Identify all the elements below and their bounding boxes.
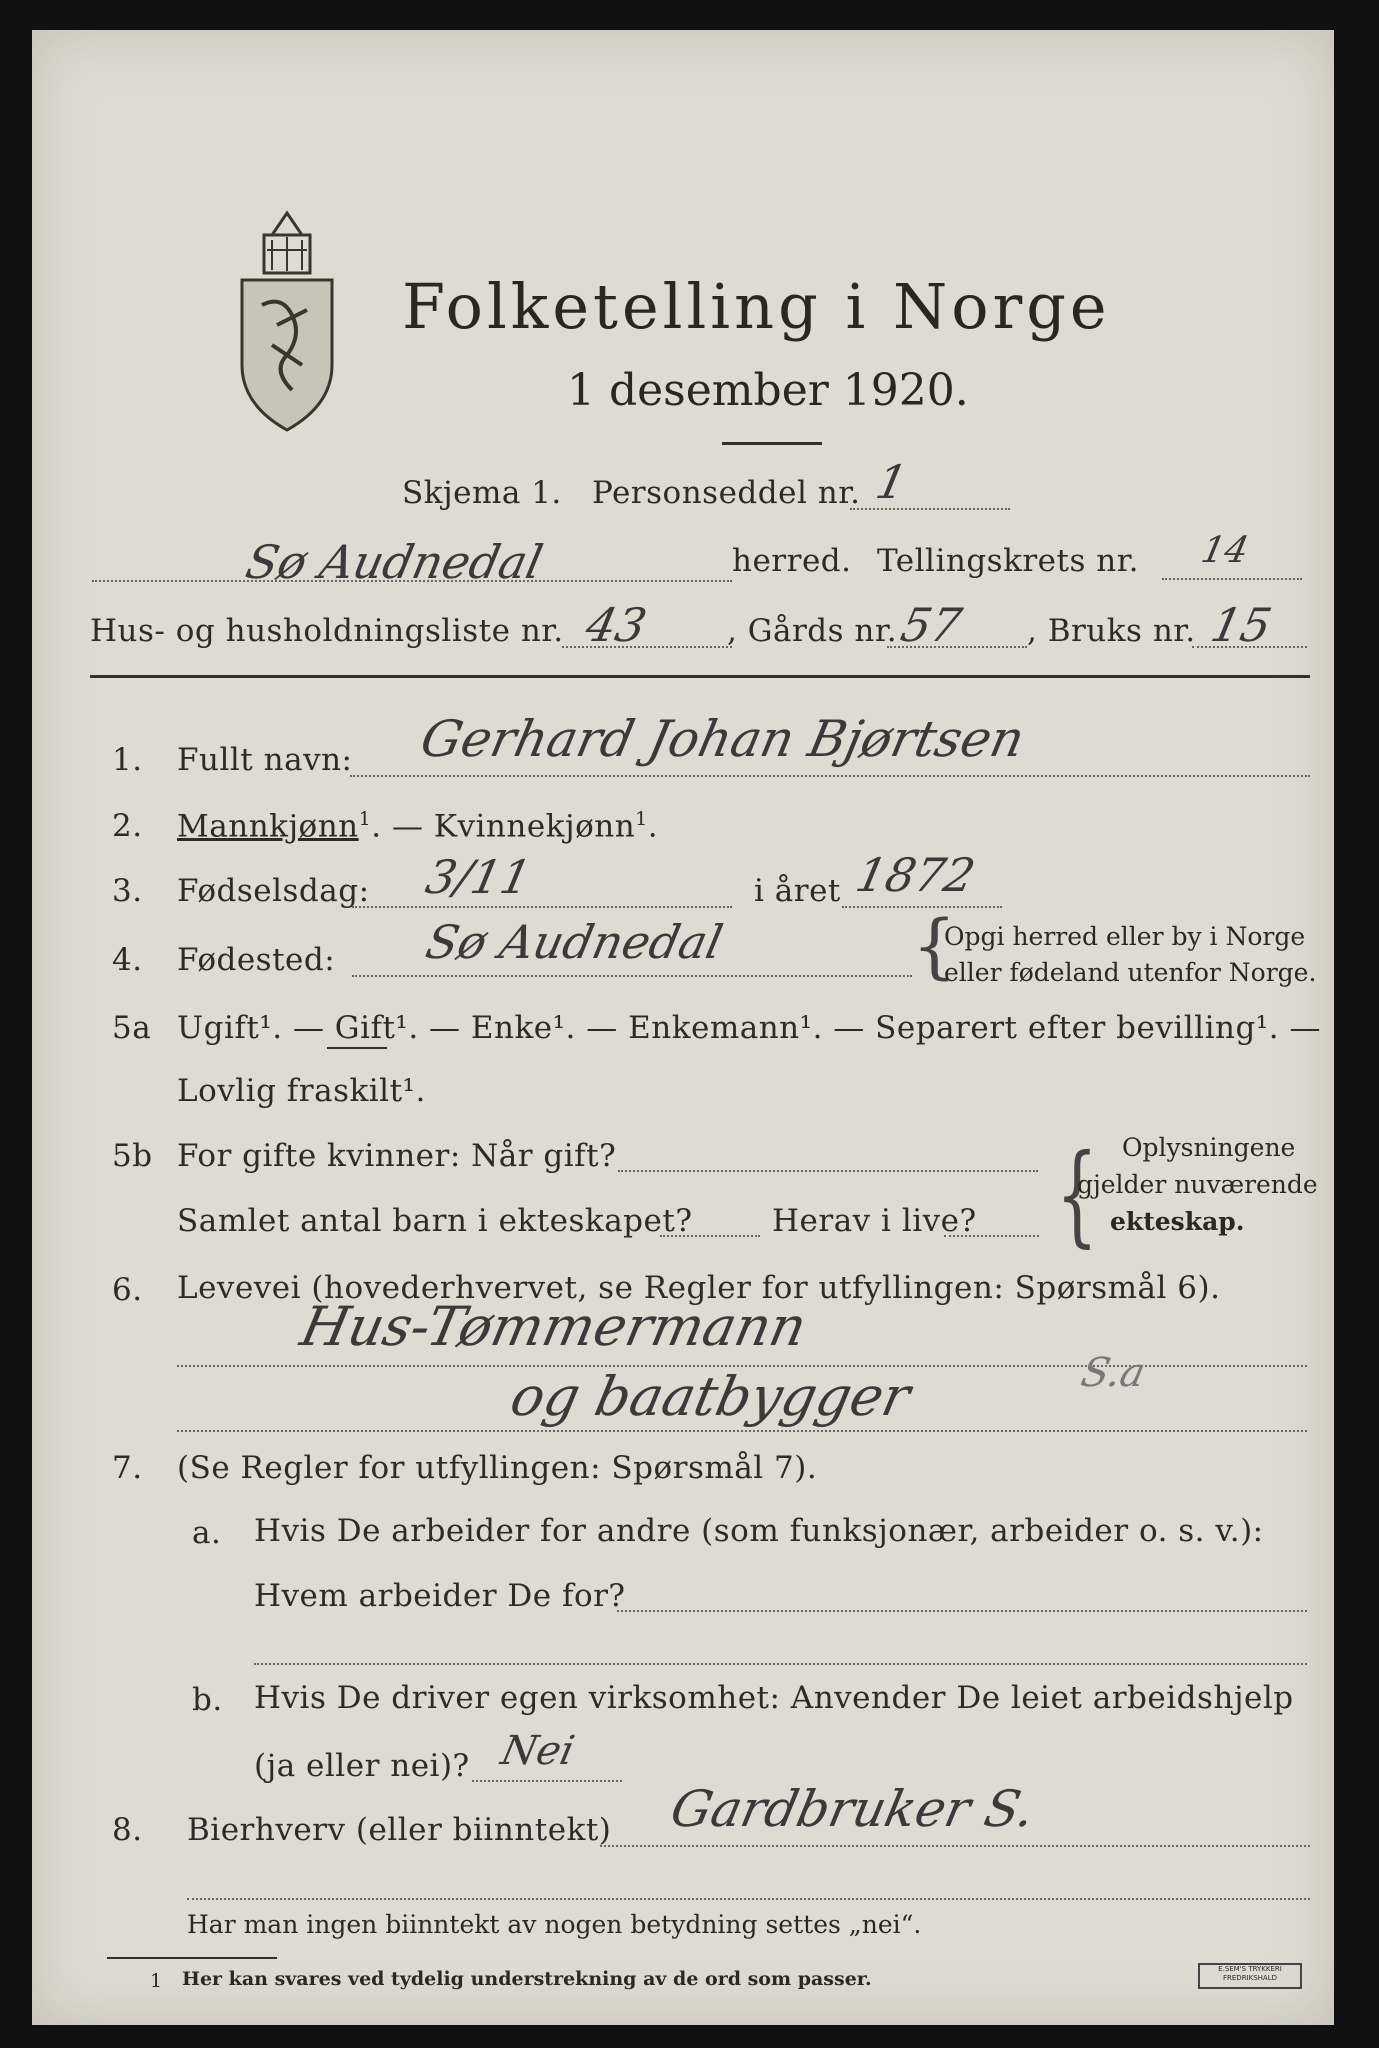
q1-number: 1.: [112, 742, 143, 778]
hired-help-value[interactable]: Nei: [497, 1728, 579, 1774]
male-option[interactable]: Mannkjønn: [177, 808, 359, 845]
q5b-note-1: Oplysningene: [1122, 1133, 1296, 1162]
footnote-number: 1: [150, 1970, 163, 1992]
birth-year-value[interactable]: 1872: [851, 848, 980, 902]
bruks-value[interactable]: 15: [1206, 598, 1277, 652]
census-form-sheet: [32, 30, 1334, 2025]
q4-number: 4.: [112, 942, 143, 978]
gards-label: , Gårds nr.: [727, 613, 898, 649]
q4-brace: {: [912, 905, 957, 987]
secondary-occupation-value[interactable]: Gardbruker S.: [665, 1780, 1040, 1838]
q2-male-sup: 1: [358, 808, 372, 830]
q5b-note-3: ekteskap.: [1110, 1207, 1245, 1236]
tellingskrets-value[interactable]: 14: [1197, 530, 1253, 571]
hus-value[interactable]: 43: [581, 598, 652, 652]
q2-number: 2.: [112, 808, 143, 844]
tellingskrets-label: Tellingskrets nr.: [877, 543, 1139, 579]
q5b-note-2: gjelder nuværende: [1077, 1170, 1318, 1199]
page-title: Folketelling i Norge: [402, 270, 1111, 343]
gift-underline: [327, 1047, 387, 1049]
q4-label: Fødested:: [177, 942, 336, 978]
q3-label: Fødselsdag:: [177, 873, 370, 909]
q2-separator: . —: [371, 808, 434, 845]
footnote-text: Her kan svares ved tydelig understrekning av de ord som passer.: [182, 1968, 872, 1990]
q6-number: 6.: [112, 1272, 143, 1308]
coat-of-arms-icon: [232, 205, 342, 435]
q8-label: Bierhverv (eller biinntekt): [187, 1812, 612, 1848]
q2-female-sup: 1: [635, 808, 648, 830]
q6-label: Levevei (hovederhvervet, se Regler for utfyllingen: Spørsmål 6).: [177, 1270, 1221, 1306]
bruks-label: , Bruks nr.: [1027, 613, 1196, 649]
printer-line-1: E.SEM'S TRYKKERI: [1218, 1965, 1282, 1973]
census-date: 1 desember 1920.: [567, 365, 969, 416]
q7b-label-2: (ja eller nei)?: [254, 1748, 470, 1784]
occupation-value-1[interactable]: Hus-Tømmermann: [295, 1295, 813, 1358]
note-text: Har man ingen biinntekt av nogen betydning settes „nei“.: [187, 1910, 922, 1939]
q7-label: (Se Regler for utfyllingen: Spørsmål 7).: [177, 1450, 818, 1486]
female-option[interactable]: Kvinnekjønn: [433, 808, 636, 845]
q7b-number: b.: [192, 1682, 223, 1718]
birthplace-value[interactable]: Sø Audnedal: [421, 915, 728, 969]
footnote-rule: [107, 1957, 277, 1959]
q7a-number: a.: [192, 1515, 222, 1551]
q7b-label: Hvis De driver egen virksomhet: Anvender De leiet arbeidshjelp: [254, 1680, 1294, 1716]
skjema-label: Skjema 1.: [402, 475, 562, 511]
q5b-label-2: Samlet antal barn i ekteskapet?: [177, 1203, 693, 1239]
herred-label: herred.: [732, 543, 852, 579]
q7-number: 7.: [112, 1450, 143, 1486]
q5b-brace: {: [1056, 1130, 1098, 1258]
q5a-options[interactable]: Ugift¹. — Gift¹. — Enke¹. — Enkemann¹. — Separert efter bevilling¹. —: [177, 1010, 1321, 1046]
gards-value[interactable]: 57: [896, 598, 967, 652]
herred-value[interactable]: Sø Audnedal: [241, 535, 548, 589]
full-name-value[interactable]: Gerhard Johan Bjørtsen: [415, 710, 1030, 768]
hus-label: Hus- og husholdningsliste nr.: [90, 613, 564, 649]
title-divider: [722, 442, 822, 445]
q2-end: .: [647, 808, 659, 845]
birthday-value[interactable]: 3/11: [421, 850, 537, 904]
q5b-label-1: For gifte kvinner: Når gift?: [177, 1138, 617, 1174]
occupation-value-2[interactable]: og baatbygger: [505, 1365, 916, 1428]
header-rule: [90, 675, 1310, 678]
q3-year-label: i året: [754, 873, 841, 909]
q4-note-2: eller fødeland utenfor Norge.: [944, 958, 1317, 987]
personseddel-label: Personseddel nr.: [592, 475, 861, 511]
printer-stamp: [1198, 1963, 1302, 1989]
q3-number: 3.: [112, 873, 143, 909]
q5b-number: 5b: [112, 1138, 153, 1174]
q5a-number: 5a: [112, 1010, 152, 1046]
q5a-options-2[interactable]: Lovlig fraskilt¹.: [177, 1073, 426, 1109]
employer-field[interactable]: [617, 1610, 1307, 1612]
q8-number: 8.: [112, 1812, 143, 1848]
q7a-label-2: Hvem arbeider De for?: [254, 1578, 626, 1614]
q4-note-1: Opgi herred eller by i Norge: [944, 922, 1306, 951]
q2-line: [177, 808, 658, 844]
q7a-label: Hvis De arbeider for andre (som funksjonær, arbeider o. s. v.):: [254, 1513, 1264, 1549]
q1-label: Fullt navn:: [177, 742, 353, 778]
q5b-label-3: Herav i live?: [772, 1203, 977, 1239]
personseddel-value[interactable]: 1: [871, 455, 913, 509]
printer-line-2: FREDRIKSHALD: [1222, 1974, 1277, 1982]
q6-mark: S.a: [1077, 1350, 1150, 1396]
